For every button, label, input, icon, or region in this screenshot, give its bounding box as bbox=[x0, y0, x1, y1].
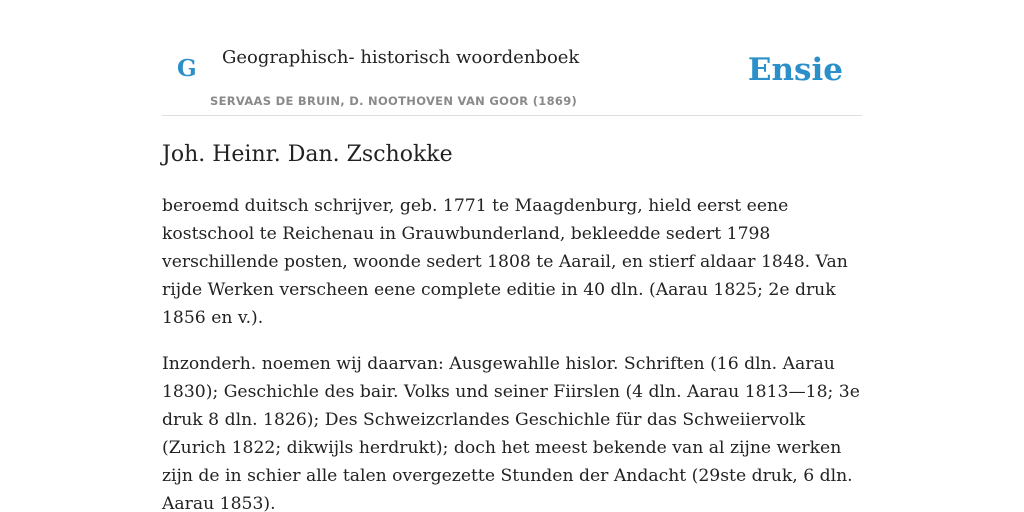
book-header bbox=[162, 0, 862, 116]
page bbox=[162, 0, 862, 512]
book-authors: SERVAAS DE BRUIN, D. NOOTHOVEN VAN GOOR (1869) bbox=[210, 94, 578, 108]
entry-title: Joh. Heinr. Dan. Zschokke bbox=[162, 142, 453, 167]
entry-body bbox=[162, 192, 862, 512]
book-title-link[interactable]: Geographisch- historisch woordenboek bbox=[222, 47, 580, 68]
ensie-logo-link[interactable]: Ensie bbox=[747, 52, 843, 88]
book-letter-g-icon[interactable]: G bbox=[177, 55, 197, 82]
entry-paragraph-2: Inzonderh. noemen wij daarvan: Ausgewahlle hislor. Schriften (16 dln. Aarau 1830); Geschichle des bair. Volks und seiner Fiirslen (4 dln. Aarau 1813—18; 3e druk 8 dln. 1826); Des Schweizcrlandes Geschichle für das Schweiiervolk (Zurich 1822; dikwijls herdrukt); doch het meest bekende van al zijne werken zijn de in schier alle talen overgezette Stunden der Andacht (29ste druk, 6 dln. Aarau 1853). bbox=[162, 354, 860, 512]
entry-paragraph-1: beroemd duitsch schrijver, geb. 1771 te Maagdenburg, hield eerst eene kostschool te Reichenau in Grauwbunderland, bekleedde sedert 1798 verschillende posten, woonde sedert 1808 te Aarail, en stierf aldaar 1848. Van rijde Werken verscheen eene complete editie in 40 dln. (Aarau 1825; 2e druk 1856 en v.). bbox=[162, 196, 848, 328]
